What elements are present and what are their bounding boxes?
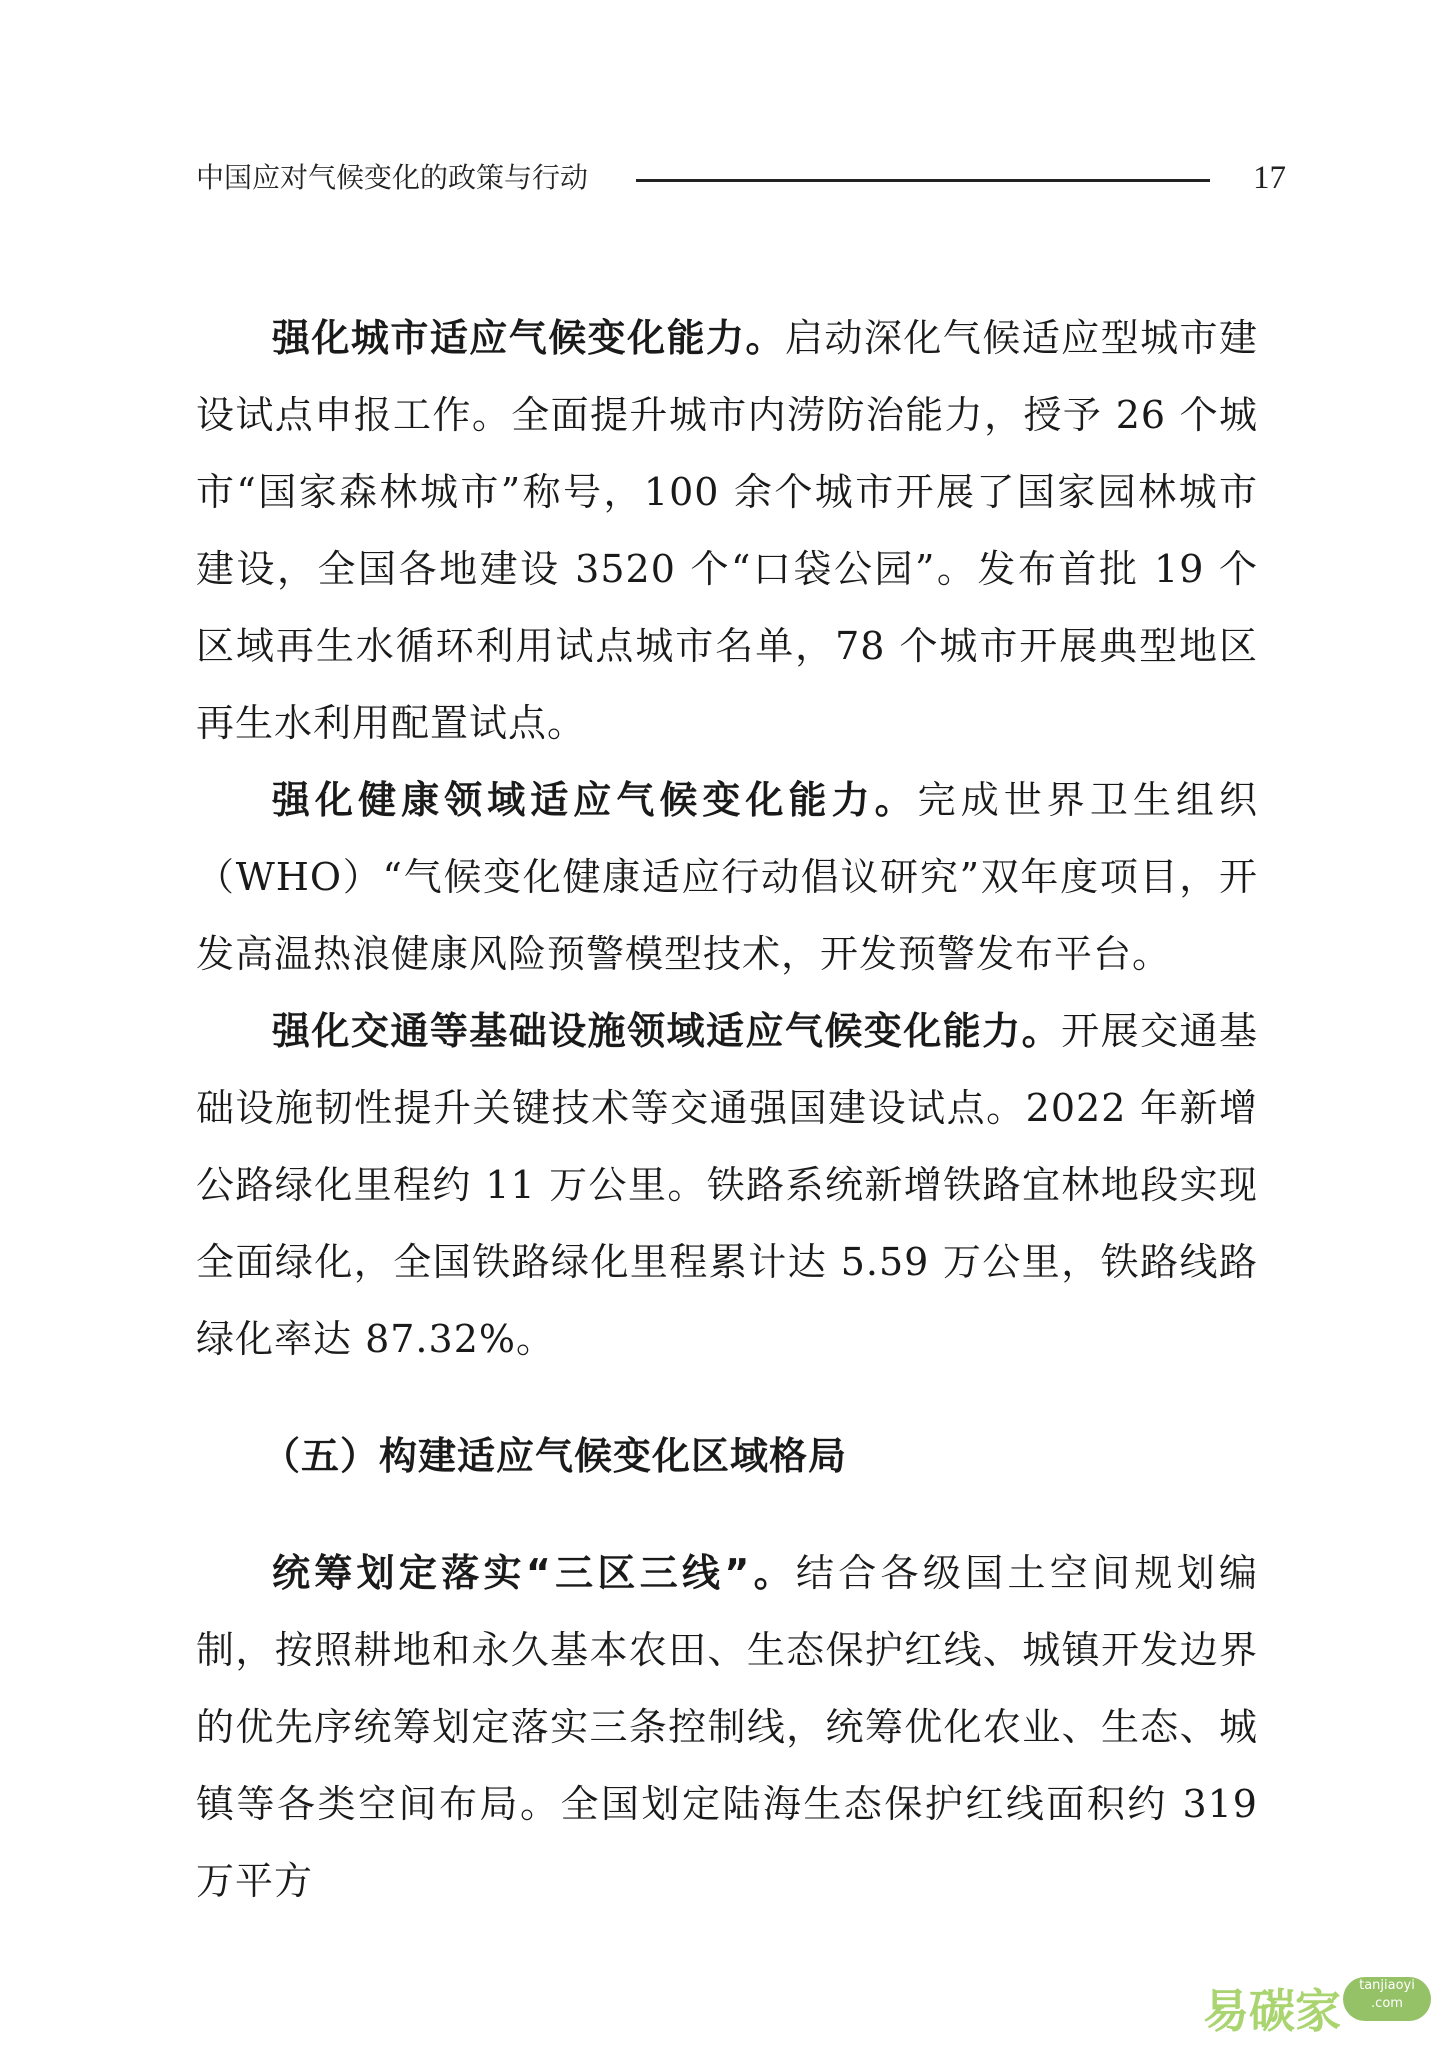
watermark-brand: 易碳家 [1203, 1984, 1341, 2038]
paragraph-text: 开展交通基础设施韧性提升关键技术等交通强国建设试点。2022 年新增公路绿化里程约 11 万公里。铁路系统新增铁路宜林地段实现全面绿化，全国铁路绿化里程累计达 5.59 万公里，铁路线路绿化率达 87.32%。 [196, 1009, 1258, 1361]
paragraph-three-zones-three-lines [196, 1535, 1258, 1920]
running-header [196, 158, 1286, 198]
watermark-logo [1195, 1967, 1435, 2037]
section-heading: （五）构建适应气候变化区域格局 [262, 1434, 848, 1478]
paragraph-text: 完成世界卫生组织（WHO）“气候变化健康适应行动倡议研究”双年度项目，开发高温热浪健康风险预警模型技术，开发预警发布平台。 [196, 778, 1258, 976]
paragraph-lead: 统筹划定落实“三区三线”。 [272, 1551, 796, 1595]
paragraph-infrastructure-adaptation [196, 993, 1258, 1378]
paragraph-text: 结合各级国土空间规划编制，按照耕地和永久基本农田、生态保护红线、城镇开发边界的优先序统筹划定落实三条控制线，统筹优化农业、生态、城镇等各类空间布局。全国划定陆海生态保护红线面积约 319 万平方 [196, 1551, 1258, 1903]
paragraph-lead: 强化健康领域适应气候变化能力。 [272, 778, 918, 822]
body-text [196, 300, 1258, 1920]
header-rule [636, 179, 1210, 182]
running-header-title: 中国应对气候变化的政策与行动 [196, 161, 589, 194]
paragraph-text: 启动深化气候适应型城市建设试点申报工作。全面提升城市内涝防治能力，授予 26 个城市“国家森林城市”称号，100 余个城市开展了国家园林城市建设，全国各地建设 3520 个“口袋公园”。发布首批 19 个区域再生水循环利用试点城市名单，78 个城市开展典型地区再生水利用配置试点。 [196, 316, 1258, 745]
watermark-domain-suffix: .com [1371, 1996, 1403, 2011]
paragraph-lead: 强化交通等基础设施领域适应气候变化能力。 [272, 1009, 1062, 1053]
paragraph-lead: 强化城市适应气候变化能力。 [272, 316, 785, 360]
watermark-domain: tanjiaoyi [1359, 1978, 1415, 1993]
watermark-badge [1343, 1977, 1431, 2021]
paragraph-urban-adaptation [196, 300, 1258, 762]
paragraph-health-adaptation [196, 762, 1258, 993]
page-number: 17 [1253, 160, 1286, 196]
